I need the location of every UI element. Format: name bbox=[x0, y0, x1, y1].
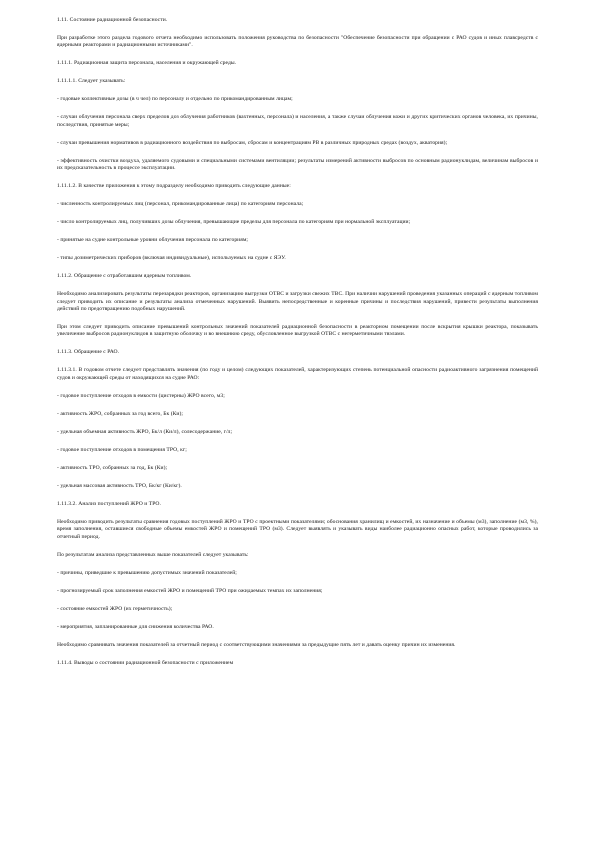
item-heading: 1.11.1.2. В качестве приложения к этому подразделу необходимо приводить следующие данные: bbox=[57, 183, 291, 190]
list-item: - численность контролируемых лиц (персонал, прикомандированные лица) по категориям персонала; bbox=[57, 201, 304, 208]
list-item: - мероприятия, запланированные для снижения количества РАО. bbox=[57, 623, 214, 630]
list-item: - число контролируемых лиц, получивших дозы облучения, превышающие пределы для персонала по категориям при нормальной эксплуатации; bbox=[57, 219, 411, 226]
subsection-heading: 1.11.3. Обращение с РАО. bbox=[57, 349, 120, 356]
list-item: - годовое поступление отходов в емкости (цистерны) ЖРО всего, м3; bbox=[57, 392, 225, 399]
list-item: - удельная массовая активность ТРО, Бк/кг (Ки/кг). bbox=[57, 482, 182, 489]
item-heading: 1.11.1.1. Следует указывать: bbox=[57, 78, 126, 85]
list-item: - удельная объемная активность ЖРО, Бк/л (Ки/л), солесодержание, г/л; bbox=[57, 428, 233, 435]
list-item: - активность ТРО, собранных за год, Бк (Ки); bbox=[57, 464, 168, 471]
list-item: - годовое поступление отходов в помещения ТРО, кг; bbox=[57, 446, 187, 453]
list-item: - прогнозируемый срок заполнения емкостей ЖРО и помещений ТРО при ожидаемых темпах их заполнения; bbox=[57, 587, 323, 594]
list-item: - причины, приведшие к превышению допустимых значений показателей; bbox=[57, 569, 237, 576]
subsection-heading: 1.11.1. Радиационная защита персонала, населения и окружающей среды. bbox=[57, 60, 237, 67]
item-heading: 1.11.3.1. В годовом отчете следует представлять значения (по году и целом) следующих показателей, характеризующих степень потенциальной опасности радиоактивного загрязнения помещений судов и окружающей среды от находящихся на судне РАО: bbox=[57, 367, 538, 381]
list-item: - активность ЖРО, собранных за год всего, Бк (Ки); bbox=[57, 410, 183, 417]
section-heading: 1.11. Состояние радиационной безопасности. bbox=[57, 17, 168, 23]
list-item: - эффективность очистки воздуха, удаляемого судовыми и специальными системами вентиляции; результаты измерений активности выбросов по основным радионуклидам, величинам выбросов и их предсказательность в процессе эксплуатации. bbox=[57, 157, 538, 172]
item-heading: 1.11.3.2. Анализ поступлений ЖРО и ТРО. bbox=[57, 500, 161, 507]
list-item: - принятые на судне контрольные уровни облучения персонала по категориям; bbox=[57, 237, 249, 244]
body-paragraph: По результатам анализа представленных выше показателей следует указывать: bbox=[57, 551, 249, 558]
list-item: - типы дозиметрических приборов (включая индивидуальные), используемых на судне с ЯЭУ. bbox=[57, 255, 286, 262]
body-paragraph: Необходимо анализировать результаты перезарядки реакторов, организацию выгрузки ОТВС и загрузки свежих ТВС. При наличии нарушений проведения указанных операций с ядерным топливом следует приводить их описание и результаты анализа отмеченных нарушений. Выявить непосредственные и коренные причины и последствия нарушений, привести результаты выполнения действий по предотвращению подобных нарушений. bbox=[57, 291, 538, 313]
intro-paragraph: При разработке этого раздела годового отчета необходимо использовать положения руководства по безопасности "Обеспечение безопасности при обращении с РАО судов и иных плавсредств с ядерными реакторами и радиационными источниками". bbox=[57, 35, 538, 49]
body-paragraph: Необходимо приводить результаты сравнения годовых поступлений ЖРО и ТРО с проектными показателями; обоснования хранилищ и емкостей, их назначение и объемы (м3), заполнение (м3, %), время заполнения, оставшиеся свободные объемы емкостей ЖРО и помещений ТРО (м3). Следует выявлять и указывать виды наиболее радиационно опасных работ, которые проводились за отчетный период. bbox=[57, 518, 538, 540]
body-paragraph: Необходимо сравнивать значения показателей за отчетный период с соответствующими значениями за предыдущие пять лет и давать оценку причин их изменения. bbox=[57, 641, 456, 648]
list-item: - состояние емкостей ЖРО (их герметичность); bbox=[57, 605, 173, 612]
list-item: - годовые коллективные дозы (в ч чел) по персоналу и отдельно по прикомандированным лицам; bbox=[57, 96, 293, 103]
body-paragraph: При этом следует приводить описание превышений контрольных значений показателей радиационной безопасности в реакторном помещении после вскрытия крышки реактора, показывать увеличение выбросов радионуклидов в защитную оболочку и во внешнюю среду, обусловленное выгрузкой ОТВС с негерметичными твэлами. bbox=[57, 324, 538, 338]
subsection-heading: 1.11.2. Обращение с отработавшим ядерным топливом. bbox=[57, 273, 192, 280]
subsection-heading: 1.11.4. Выводы о состоянии радиационной безопасности с приложением bbox=[57, 659, 234, 666]
list-item: - случаи превышения нормативов в радиационного воздействия по выбросам, сбросам и концентрациям РВ в различных природных средах (воздух, акватория); bbox=[57, 139, 448, 146]
list-item: - случаи облучения персонала сверх пределов доз облучения работников (вахтенных, персонала) и населения, а также случаи облучения кожи и других критических органов человека, их причины, последствия, принятые меры; bbox=[57, 114, 538, 128]
